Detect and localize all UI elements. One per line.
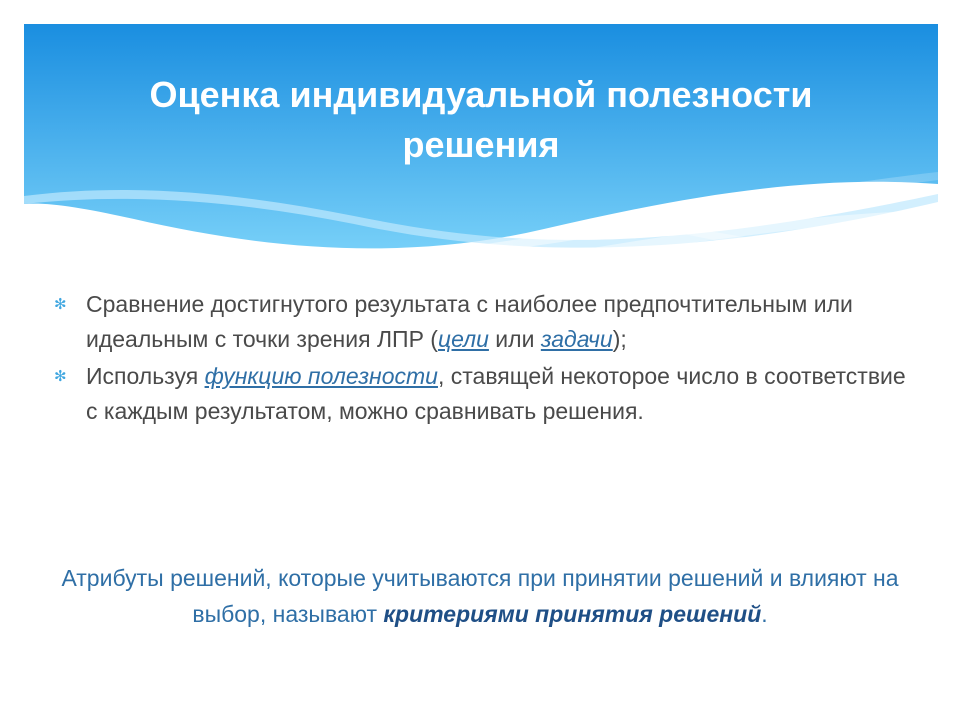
link-tasks[interactable]: задачи <box>540 326 613 352</box>
title-line-2: решения <box>402 124 560 165</box>
asterisk-icon: ✻ <box>54 296 67 313</box>
slide-title <box>24 70 938 170</box>
link-utility-function[interactable]: функцию полезности <box>204 363 438 389</box>
bullet-text: ); <box>612 326 627 352</box>
bullet-text: или <box>488 326 541 352</box>
link-goals[interactable]: цели <box>437 326 489 352</box>
criteria-note <box>40 560 920 632</box>
list-item <box>52 359 912 429</box>
bullet-text: Используя <box>86 363 205 389</box>
bullet-list <box>52 287 912 429</box>
list-item <box>52 287 912 357</box>
bullet-text: Сравнение достигнутого результата с наиболее предпочтительным или идеальным с точки зрения ЛПР ( <box>86 291 853 352</box>
note-text: Атрибуты решений, которые учитываются при принятии решений и влияют на выбор, называют <box>61 565 899 627</box>
bullet-text: , ставящей некоторое число в соответствие с каждым результатом, можно сравнивать решения. <box>86 363 906 424</box>
note-emphasis: критериями принятия решений <box>383 601 762 627</box>
asterisk-icon: ✻ <box>54 368 67 385</box>
title-line-1: Оценка индивидуальной полезности <box>149 74 813 115</box>
bullet-content <box>52 287 912 431</box>
note-end: . <box>761 601 768 627</box>
